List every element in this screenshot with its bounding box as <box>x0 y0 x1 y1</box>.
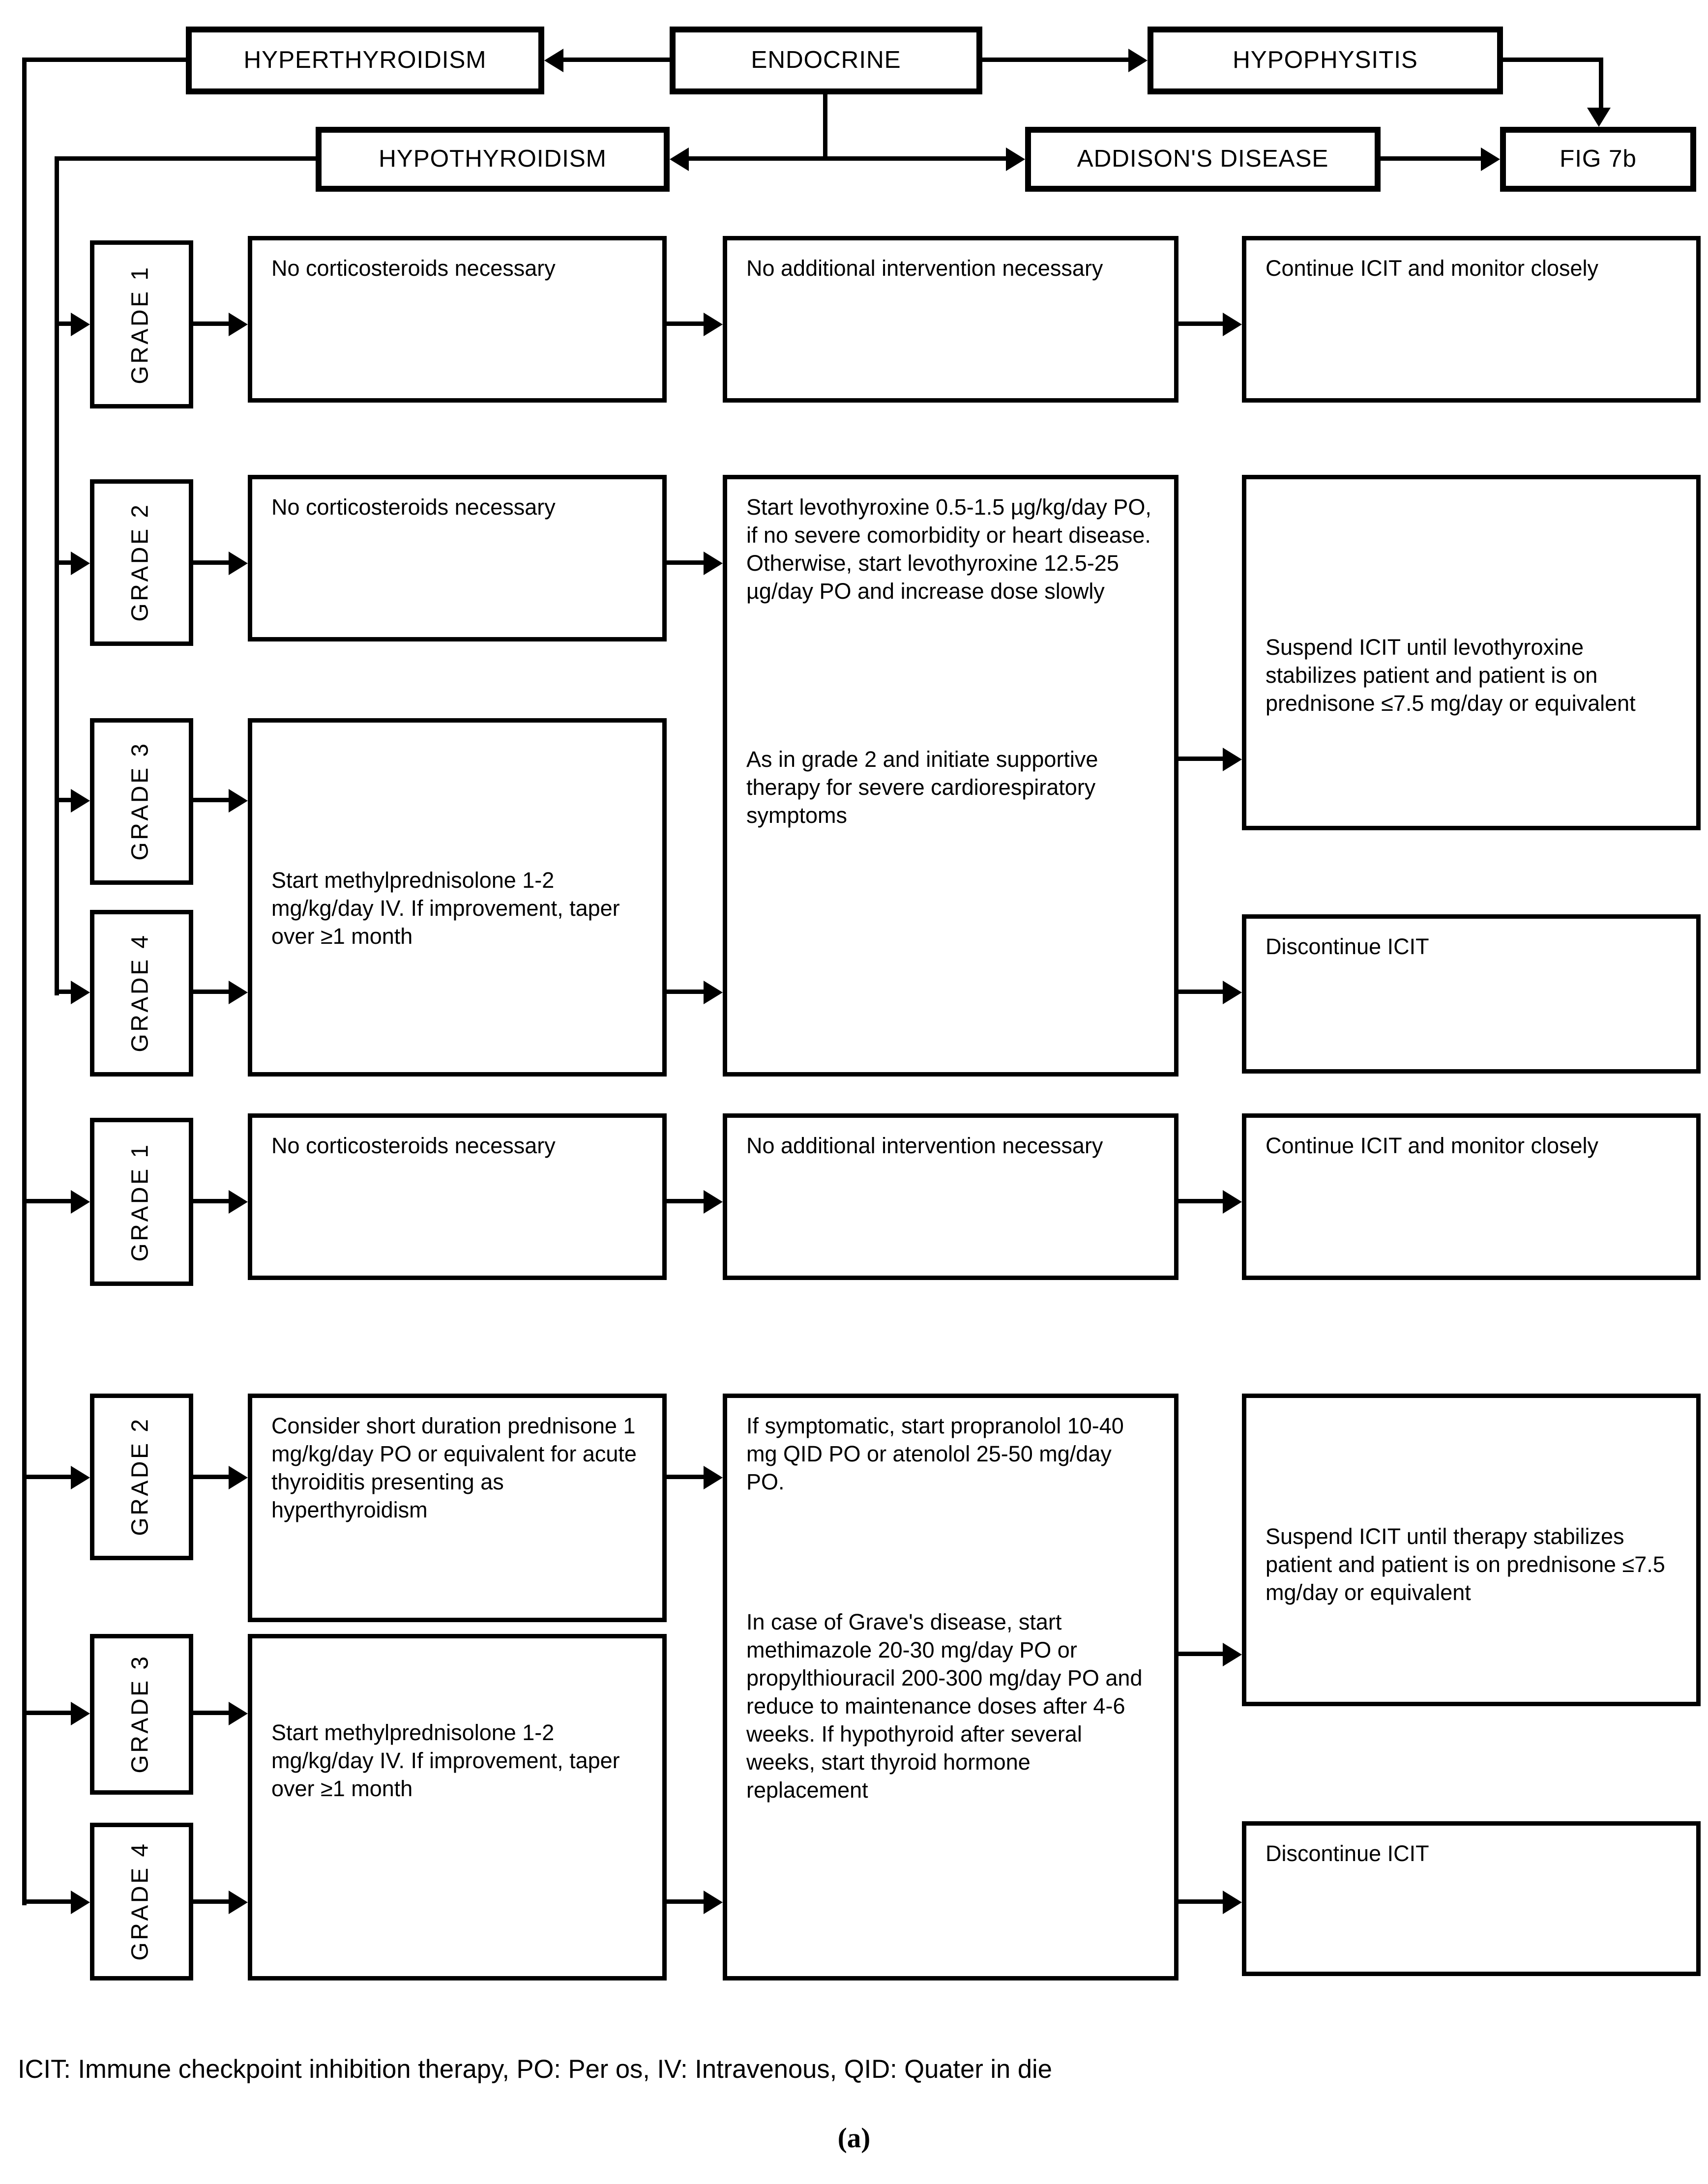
node-hypophysitis <box>1148 27 1503 94</box>
box-hyper-discontinue-icit <box>1242 1821 1701 1976</box>
box-text: Discontinue ICIT <box>1266 1842 1429 1867</box>
grade-label-hypo-3 <box>90 718 193 885</box>
connector-hypothyroidism-trunk <box>55 156 59 995</box>
node-hypothyroidism <box>316 127 670 192</box>
box-hyper-suspend-icit <box>1242 1394 1701 1706</box>
node-fig-7b-label: FIG 7b <box>1560 145 1637 172</box>
connector <box>58 990 71 994</box>
box-text: Continue ICIT and monitor closely <box>1266 1134 1599 1159</box>
arrowhead <box>1223 981 1242 1004</box>
box-hyper-g1-intervention <box>723 1113 1178 1280</box>
connector <box>58 560 71 565</box>
grade-label-text: GRADE 2 <box>128 503 153 622</box>
connector <box>193 798 229 802</box>
connector <box>1178 1652 1223 1656</box>
grade-label-text: GRADE 4 <box>128 933 153 1053</box>
connector <box>1178 757 1223 761</box>
connector <box>193 990 229 994</box>
connector <box>1178 990 1223 994</box>
grade-label-text: GRADE 2 <box>128 1417 153 1537</box>
arrowhead <box>704 981 723 1004</box>
box-text: No additional intervention necessary <box>746 1134 1103 1159</box>
arrowhead <box>71 1466 90 1489</box>
node-endocrine-label: ENDOCRINE <box>751 46 901 73</box>
connector-hyperthyroidism-trunk <box>22 58 27 1905</box>
arrowhead <box>704 1190 723 1214</box>
grade-label-hypo-4 <box>90 910 193 1077</box>
box-hyper-g2-treatment <box>248 1394 667 1622</box>
box-hyper-g34-treatment <box>248 1634 667 1980</box>
connector <box>193 1899 229 1904</box>
grade-label-text: GRADE 1 <box>128 264 153 384</box>
connector <box>58 321 71 326</box>
connector <box>689 156 826 161</box>
node-endocrine <box>670 27 982 94</box>
connector <box>667 321 704 326</box>
connector <box>25 1711 71 1715</box>
arrowhead <box>229 1702 248 1725</box>
grade-label-hyper-4 <box>90 1823 193 1980</box>
arrowhead <box>229 313 248 336</box>
connector <box>667 1475 704 1479</box>
box-hypo-suspend-icit <box>1242 475 1701 830</box>
box-hypo-g1-icit <box>1242 236 1701 403</box>
box-hypo-g1-treatment <box>248 236 667 403</box>
connector <box>667 1899 704 1904</box>
node-hypothyroidism-label: HYPOTHYROIDISM <box>379 145 607 172</box>
box-text: No additional intervention necessary <box>746 257 1103 282</box>
connector <box>193 560 229 565</box>
connector <box>25 1199 71 1203</box>
connector <box>667 560 704 565</box>
arrowhead <box>229 1891 248 1914</box>
arrowhead <box>229 1190 248 1214</box>
box-text: Suspend ICIT until levothyroxine stabilizes patient and patient is on prednisone ≤7.5 mg/day or equivalent <box>1266 636 1636 717</box>
connector <box>1503 58 1602 62</box>
connector <box>25 1475 71 1479</box>
node-hypophysitis-label: HYPOPHYSITIS <box>1233 46 1418 73</box>
arrowhead <box>1223 748 1242 771</box>
arrowhead <box>71 1891 90 1914</box>
connector <box>1178 1899 1223 1904</box>
arrowhead <box>544 49 563 72</box>
connector <box>22 58 186 62</box>
node-addisons-disease <box>1025 127 1381 192</box>
grade-label-hyper-2 <box>90 1394 193 1560</box>
node-fig-7b <box>1500 127 1696 192</box>
arrowhead <box>71 313 90 336</box>
arrowhead <box>704 1891 723 1914</box>
grade-label-text: GRADE 3 <box>128 742 153 861</box>
grade-label-hyper-1 <box>90 1118 193 1286</box>
arrowhead <box>229 1466 248 1489</box>
box-text: No corticosteroids necessary <box>271 495 556 521</box>
arrowhead <box>1223 1190 1242 1214</box>
box-text: Continue ICIT and monitor closely <box>1266 257 1599 282</box>
box-hypo-g34-treatment <box>248 718 667 1077</box>
box-hypo-g2-treatment <box>248 475 667 641</box>
connector <box>193 321 229 326</box>
connector <box>55 156 316 161</box>
box-text: No corticosteroids necessary <box>271 1134 556 1159</box>
arrowhead <box>704 552 723 575</box>
arrowhead <box>704 313 723 336</box>
connector <box>1178 1199 1223 1203</box>
connector <box>563 58 670 62</box>
arrowhead <box>229 789 248 813</box>
box-hypo-intervention-tall <box>723 475 1178 1077</box>
connector <box>25 1899 71 1904</box>
arrowhead <box>71 1190 90 1214</box>
grade-label-text: GRADE 1 <box>128 1142 153 1262</box>
box-hyper-intervention-tall <box>723 1394 1178 1980</box>
box-text: As in grade 2 and initiate supportive therapy for severe cardiorespiratory symptoms <box>746 748 1098 829</box>
arrowhead <box>229 981 248 1004</box>
box-text: Suspend ICIT until therapy stabilizes patient and patient is on prednisone ≤7.5 mg/day or equivalent <box>1266 1525 1665 1606</box>
arrowhead <box>670 147 689 171</box>
arrowhead <box>71 1702 90 1725</box>
connector <box>193 1475 229 1479</box>
box-text: Start methylprednisolone 1-2 mg/kg/day IV. If improvement, taper over ≥1 month <box>271 869 620 950</box>
arrowhead <box>71 981 90 1004</box>
arrowhead <box>1481 147 1500 171</box>
connector <box>193 1199 229 1203</box>
arrowhead <box>1587 108 1611 127</box>
arrowhead <box>704 1466 723 1489</box>
box-hyper-g1-treatment <box>248 1113 667 1280</box>
grade-label-hyper-3 <box>90 1634 193 1795</box>
arrowhead <box>71 789 90 813</box>
connector <box>667 990 704 994</box>
connector <box>1381 156 1481 161</box>
arrowhead <box>1006 147 1025 171</box>
grade-label-hypo-1 <box>90 240 193 408</box>
node-addisons-disease-label: ADDISON'S DISEASE <box>1077 145 1329 172</box>
connector <box>823 91 827 159</box>
connector <box>982 58 1128 62</box>
box-hypo-g1-intervention <box>723 236 1178 403</box>
arrowhead <box>71 552 90 575</box>
connector <box>667 1199 704 1203</box>
node-hyperthyroidism <box>186 27 544 94</box>
box-text: No corticosteroids necessary <box>271 257 556 282</box>
figure-caption: (a) <box>837 2124 871 2155</box>
connector <box>1599 58 1603 108</box>
arrowhead <box>1128 49 1148 72</box>
box-text: Discontinue ICIT <box>1266 935 1429 960</box>
box-text: If symptomatic, start propranolol 10-40 mg QID PO or atenolol 25-50 mg/day PO. <box>746 1414 1124 1496</box>
arrowhead <box>1223 313 1242 336</box>
connector <box>58 798 71 802</box>
box-hyper-g1-icit <box>1242 1113 1701 1280</box>
node-hyperthyroidism-label: HYPERTHYROIDISM <box>243 46 487 73</box>
arrowhead <box>229 552 248 575</box>
arrowhead <box>1223 1891 1242 1914</box>
box-text: In case of Grave's disease, start methimazole 20-30 mg/day PO or propylthiouracil 200-300 mg/day PO and reduce to maintenance doses after 4-6 weeks. If hypothyroid after several weeks, start thyroid hormone replacement <box>746 1610 1143 1805</box>
abbreviation-footnote: ICIT: Immune checkpoint inhibition therapy, PO: Per os, IV: Intravenous, QID: Quater in die <box>18 2054 1052 2084</box>
connector <box>1178 321 1223 326</box>
arrowhead <box>1223 1643 1242 1666</box>
box-text: Start methylprednisolone 1-2 mg/kg/day IV. If improvement, taper over ≥1 month <box>271 1721 620 1803</box>
box-hypo-discontinue-icit <box>1242 914 1701 1074</box>
grade-label-text: GRADE 4 <box>128 1842 153 1961</box>
grade-label-hypo-2 <box>90 479 193 646</box>
box-text: Consider short duration prednisone 1 mg/kg/day PO or equivalent for acute thyroiditis presenting as hyperthyroidism <box>271 1414 637 1524</box>
grade-label-text: GRADE 3 <box>128 1655 153 1774</box>
connector <box>193 1711 229 1715</box>
box-text: Start levothyroxine 0.5-1.5 µg/kg/day PO, if no severe comorbidity or heart disease. Otherwise, start levothyroxine 12.5-25 µg/day PO and increase dose slowly <box>746 495 1151 605</box>
connector <box>826 156 1006 161</box>
